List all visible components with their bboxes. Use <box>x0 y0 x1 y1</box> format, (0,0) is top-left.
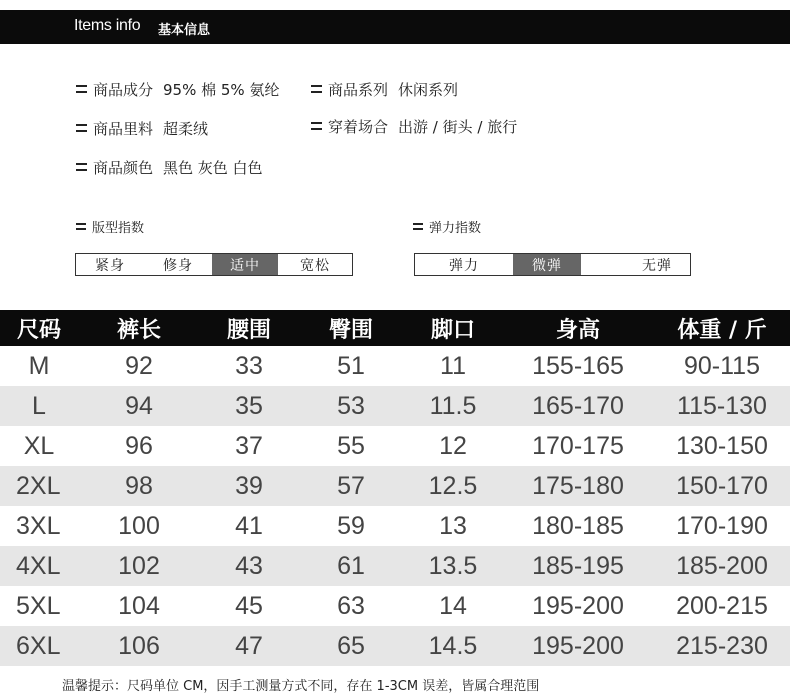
fit-option: 紧身 <box>95 257 125 274</box>
table-cell: 39 <box>200 466 298 506</box>
fit-index-label: 版型指数 <box>92 221 145 236</box>
table-row <box>0 426 790 466</box>
fit-option: 宽松 <box>300 257 330 274</box>
table-cell: 12 <box>439 431 467 460</box>
table-cell: 14.5 <box>404 626 502 666</box>
section-header <box>0 10 790 44</box>
table-cell: 63 <box>337 591 365 620</box>
table-cell: 104 <box>118 591 160 620</box>
table-row <box>0 586 790 626</box>
table-cell: 13 <box>439 511 467 540</box>
table-cell: 43 <box>200 546 298 586</box>
table-cell: 100 <box>118 511 160 540</box>
table-row <box>0 546 790 586</box>
table-row <box>0 386 790 426</box>
size-table <box>0 310 790 666</box>
table-cell: 92 <box>125 351 153 380</box>
table-cell: 59 <box>337 511 365 540</box>
table-cell: 165-170 <box>502 386 654 426</box>
column-header: 脚口 <box>404 310 502 346</box>
table-cell: 200-215 <box>676 591 768 620</box>
table-cell: 115-130 <box>654 386 790 426</box>
table-cell: 185-195 <box>502 546 654 586</box>
size-cell: 4XL <box>0 546 78 586</box>
size-cell: 6XL <box>0 626 78 666</box>
table-row <box>0 626 790 666</box>
table-cell: 14 <box>439 591 467 620</box>
elastic-index-label: 弹力指数 <box>429 221 482 236</box>
measurement-note: 温馨提示：尺码单位 CM，因手工测量方式不同，存在 1-3CM 误差，皆属合理范围 <box>62 679 540 694</box>
equals-icon <box>311 85 322 93</box>
table-cell: 195-200 <box>532 591 624 620</box>
table-cell: 185-200 <box>654 546 790 586</box>
column-header: 臀围 <box>298 310 404 346</box>
table-cell: 11.5 <box>404 386 502 426</box>
attr-series <box>311 79 458 100</box>
equals-icon <box>76 163 87 171</box>
table-row <box>0 506 790 546</box>
column-header: 腰围 <box>200 310 298 346</box>
table-cell: 102 <box>78 546 200 586</box>
table-cell: 47 <box>200 626 298 666</box>
table-cell: 41 <box>235 511 263 540</box>
section-title-cn: 基本信息 <box>158 23 211 38</box>
fit-option: 修身 <box>163 257 193 274</box>
size-cell: XL <box>23 431 55 460</box>
attr-value: 出游 / 街头 / 旅行 <box>398 118 518 136</box>
table-cell: 90-115 <box>684 351 760 380</box>
section-title-en: Items info <box>74 17 141 34</box>
table-cell: 175-180 <box>502 466 654 506</box>
elastic-index-scale <box>414 253 691 276</box>
table-cell: 45 <box>235 591 263 620</box>
table-cell: 170-190 <box>676 511 768 540</box>
table-row <box>0 466 790 506</box>
table-cell: 55 <box>337 431 365 460</box>
table-cell: 65 <box>298 626 404 666</box>
table-row <box>0 346 790 386</box>
equals-icon <box>76 85 87 93</box>
table-cell: 130-150 <box>676 431 768 460</box>
table-cell: 11 <box>440 351 466 380</box>
column-header: 尺码 <box>0 310 78 346</box>
attr-label: 商品系列 <box>328 81 389 99</box>
table-cell: 61 <box>298 546 404 586</box>
equals-icon <box>76 124 87 132</box>
size-cell: 2XL <box>0 466 78 506</box>
table-cell: 106 <box>78 626 200 666</box>
elastic-option-selected: 微弹 <box>513 254 581 275</box>
table-cell: 37 <box>235 431 263 460</box>
elastic-index-title <box>413 217 481 236</box>
fit-option-selected: 适中 <box>212 254 278 275</box>
table-cell: 33 <box>235 351 263 380</box>
fit-index-title <box>76 217 144 236</box>
attr-colors <box>76 157 263 178</box>
attr-composition <box>76 79 279 100</box>
attr-label: 穿着场合 <box>328 118 389 136</box>
table-cell: 150-170 <box>654 466 790 506</box>
table-cell: 53 <box>298 386 404 426</box>
table-cell: 155-165 <box>532 351 624 380</box>
table-cell: 35 <box>200 386 298 426</box>
table-cell: 13.5 <box>404 546 502 586</box>
table-cell: 12.5 <box>404 466 502 506</box>
equals-icon <box>413 223 423 230</box>
column-header: 裤长 <box>78 310 200 346</box>
equals-icon <box>76 223 86 230</box>
size-cell: 3XL <box>16 511 61 540</box>
column-header: 体重 / 斤 <box>654 310 790 346</box>
table-cell: 215-230 <box>654 626 790 666</box>
table-cell: 98 <box>78 466 200 506</box>
size-table-header <box>0 310 790 346</box>
attr-label: 商品里料 <box>93 120 154 138</box>
size-cell: M <box>28 351 50 380</box>
table-cell: 180-185 <box>532 511 624 540</box>
attr-value: 95% 棉 5% 氨纶 <box>163 81 280 99</box>
table-cell: 57 <box>298 466 404 506</box>
attr-value: 黑色 灰色 白色 <box>163 159 263 177</box>
attr-value: 超柔绒 <box>163 120 209 138</box>
attr-label: 商品颜色 <box>93 159 154 177</box>
attr-value: 休闲系列 <box>398 81 459 99</box>
attr-label: 商品成分 <box>93 81 154 99</box>
column-header: 身高 <box>502 310 654 346</box>
table-cell: 94 <box>78 386 200 426</box>
table-cell: 96 <box>125 431 153 460</box>
elastic-option: 弹力 <box>449 257 479 274</box>
attr-occasion <box>311 116 517 137</box>
table-cell: 195-200 <box>502 626 654 666</box>
table-cell: 51 <box>337 351 365 380</box>
size-cell: 5XL <box>16 591 61 620</box>
elastic-option: 无弹 <box>642 257 672 274</box>
fit-index-scale <box>75 253 353 276</box>
size-cell: L <box>0 386 78 426</box>
equals-icon <box>311 122 322 130</box>
attr-lining <box>76 118 208 139</box>
table-cell: 170-175 <box>532 431 624 460</box>
